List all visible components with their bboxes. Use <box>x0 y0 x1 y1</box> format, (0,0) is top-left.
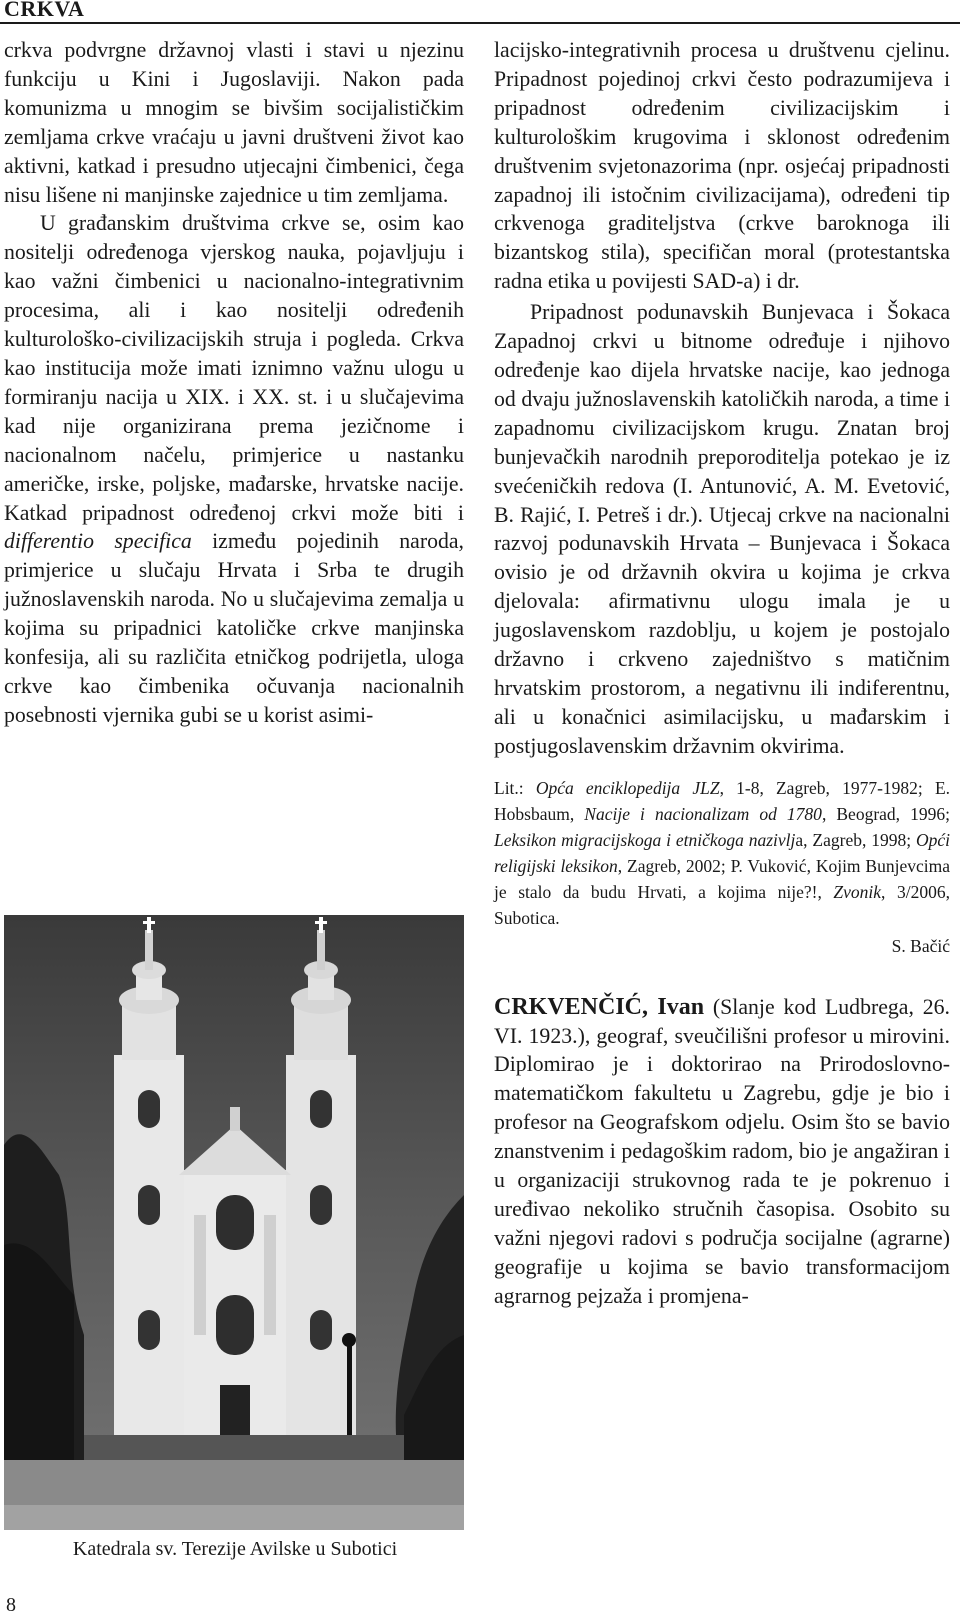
author-signature: S. Bačić <box>891 935 950 956</box>
literature-text: a, Zagreb, 1998; <box>795 829 916 850</box>
literature-text: , 1-8, Zagreb, 1977-1982; E. Hobsbaum, <box>494 777 951 824</box>
literature-title: Zvonik <box>833 881 882 902</box>
left-paragraph-2-text-b: između pojedinih naroda, primjerice u slučaju Hrvata i Srba te drugih južnoslavenskih naroda. No u slučajevima zemalja u kojima su pripadnici katoličke crkve manjinska konfesija, ali su različita etničkog podrijetla, uloga crkve kao čimbenika očuvanja nacionalnih posebnosti vjernika gubi se u korist asimi- <box>4 529 465 727</box>
header-rule <box>0 22 960 24</box>
photo-caption: Katedrala sv. Terezije Avilske u Subotici <box>72 1538 398 1560</box>
cathedral-photo <box>4 915 464 1530</box>
left-paragraph-2-text-a: U građanskim društvima crkve se, osim kao nositelji određenoga vjerskog nauka, pojavljuju i kao važni čimbenici u nacionalno-integrativnim procesima, ali i kao nositelji određenih kulturološko-civilizacijskih struja i pogleda. Crkva kao institucija može imati iznimno važnu ulogu u formiranju nacija u XIX. i XX. st. i u slučajevima kad nije organizirana prema jezičnome i nacionalnom načelu, primjerice u nastanku američke, irske, poljske, mađarske, hrvatske nacije. Katkad pripadnost određenoj crkvi može biti i <box>4 211 464 525</box>
literature-label: Lit.: <box>494 777 536 798</box>
latin-term: differentio specifica <box>4 529 192 554</box>
left-paragraph-1: crkva podvrgne državnoj vlasti i stavi u njezinu funkciju u Kini i Jugoslaviji. Nakon pada komunizma u mnogim se bivšim socijalističkim zemljama crkve vraćaju u javni društveni život kao aktivni, katkad i presudno utjecajni čimbenici, čega nisu lišene ni manjinske zajednice u tim zemljama. <box>4 38 464 207</box>
entry-crkvencic <box>494 993 950 1311</box>
right-paragraph-1: lacijsko-integrativnih procesa u društvenu cjelinu. Pripadnost pojedinoj crkvi često podrazumijeva i pripadnost određenim civilizacijskim i kulturološkim krugovima i sklonost određenim društvenim svjetonazorima (npr. osjećaj pripadnosti zapadnoj ili istočnim civilizacijama), određeni tip crkvenoga graditeljstva (crkve baroknoga ili bizantskog stila), specifičan moral (protestantska radna etika u povijesti SAD-a) i dr. <box>494 38 950 294</box>
literature-title: Opći religijski leksikon <box>494 829 951 876</box>
literature-text: , 3/2006, Subotica. <box>494 881 950 928</box>
running-header: CRKVA <box>4 0 85 21</box>
right-column <box>494 36 950 1311</box>
literature-list <box>494 775 950 931</box>
literature-title: Nacije i nacionalizam od 1780 <box>584 803 822 824</box>
page-number: 8 <box>6 1594 16 1616</box>
entry-headword: CRKVENČIĆ, Ivan <box>494 993 705 1020</box>
literature-text: , Beograd, 1996; <box>821 803 950 824</box>
literature-title: Leksikon migracijskoga i etničkoga nazivlj <box>494 829 796 850</box>
left-paragraph-2 <box>4 209 464 729</box>
entry-text: (Slanje kod Ludbrega, 26. VI. 1923.), geograf, sveučilišni profesor u mirovini. Diplomirao je i doktorirao na Prirodoslovno-matematičkom fakultetu u Zagrebu, gdje je bio i profesor na Geografskom odjelu. Osim što se bavio znanstvenim i pedagoškim radom, bio je angažiran i u organizaciji strukovnog rada te je pokrenuo i uređivao nekoliko stručnih časopisa. Osobito su važni njegovi radovi s područja socijalne (agrarne) geografije u kojima se bavio transformacijom agrarnog pejzaža i promjena- <box>494 994 950 1308</box>
literature-text: , Zagreb, 2002; P. Vuković, Kojim Bunjevcima je stalo da budu Hrvati, a kojima nije?!, <box>494 855 950 902</box>
literature-title: Opća enciklopedija JLZ <box>535 777 720 798</box>
right-paragraph-2: Pripadnost podunavskih Bunjevaca i Šokaca Zapadnoj crkvi u bitnome određuje i njihovo određenje kao dijela hrvatske nacije, kao jednoga od dvaju južnoslavenskih katoličkih naroda, a time i zapadnomu civilizacijskom krugu. Znatan broj bunjevačkih narodnih preporoditelja potekao je iz svećeničkih redova (I. Antunović, A. M. Evetović, B. Rajić, I. Petreš i dr.). Utjecaj crkve na nacionalni razvoj podunavskih Hrvata – Bunjevaca i Šokaca ovisio je od državnih okvira u kojima je crkva djelovala: afirmativnu ulogu imala je u jugoslavenskom razdoblju, u kojem je postojalo državno i crkveno zajedništvo s matičnim hrvatskim prostorom, a negativnu ili indiferentnu, ali u konačnici asimilacijsku, u mađarskim i postjugoslavenskim državnim okvirima. <box>494 300 950 758</box>
left-column <box>4 36 464 730</box>
